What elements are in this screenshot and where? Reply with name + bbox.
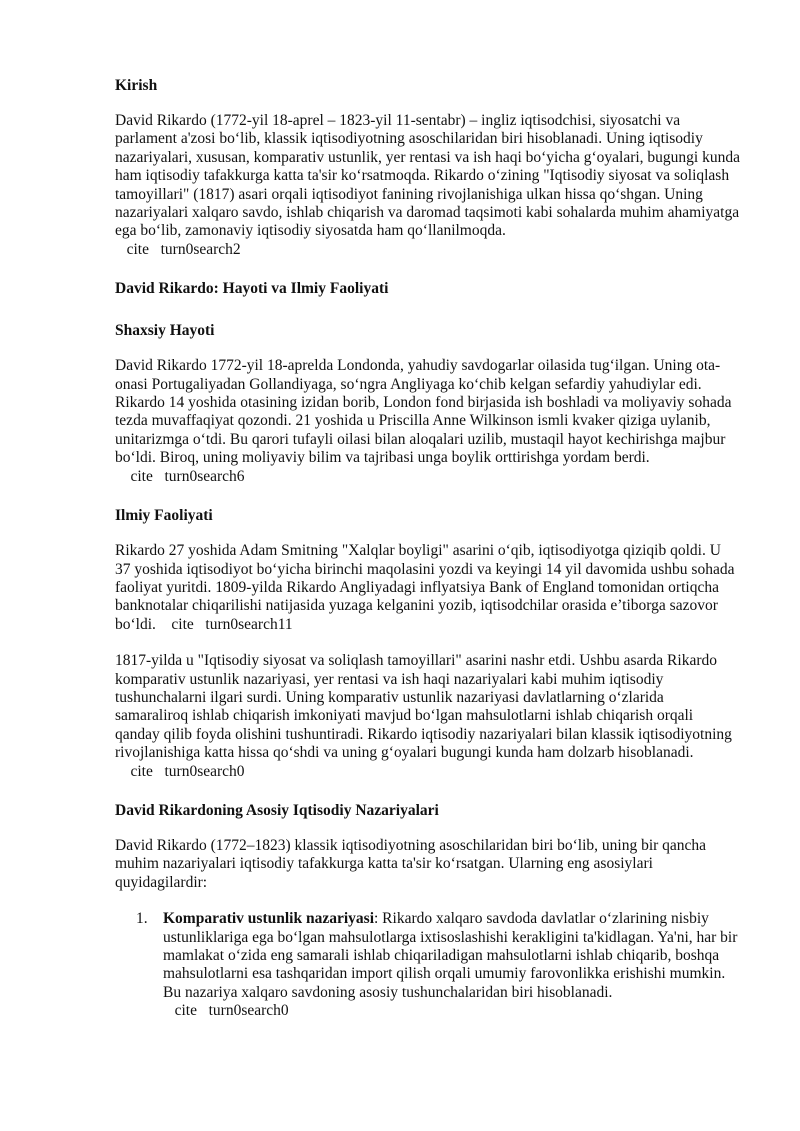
theories-intro-paragraph: David Rikardo (1772–1823) klassik iqtisodiyotning asoschilaridan biri bo‘lib, uning bir qancha muhim nazariyalari iqtisodiy tafakkurga katta ta'sir ko‘rsatgan. Ularning eng asosiylari quyidagilardir: [115, 836, 707, 891]
subsection-heading-personal-life: Shaxsiy Hayoti [115, 322, 215, 340]
section-heading-biography: David Rikardo: Hayoti va Ilmiy Faoliyati [115, 280, 389, 298]
citation-marker: cite turn0search11 [155, 615, 293, 633]
list-item [136, 910, 740, 1020]
citation-marker: cite turn0search6 [115, 467, 245, 485]
intro-text: David Rikardo (1772-yil 18-aprel – 1823-yil 11-sentabr) – ingliz iqtisodchisi, siyosatchi va parlament a'zosi bo‘lib, klassik iqtisodiyotning asoschilaridan biri hisoblanadi. Uning iqtisodiy nazariyalari, xususan, komparativ ustunlik, yer rentasi va ish haqi bo‘yicha g‘oyalari, bugungi kunda ham iqtisodiy tafakkurga katta ta'sir ko‘rsatmoqda. Rikardo o‘zining "Iqtisodiy siyosat va soliqlash tamoyillari" (1817) asari orqali iqtisodiyot fanining rivojlanishiga ulkan hissa qo‘shgan. Uning nazariyalari xalqaro savdo, ishlab chiqarish va daromad taqsimoti kabi sohalarda muhim ahamiyatga ega bo‘lib, zamonaviy iqtisodiy siyosatda ham qo‘llanilmoqda. [115, 112, 740, 240]
scientific-paragraph-2 [115, 652, 740, 781]
theories-list [115, 910, 740, 1020]
scientific-paragraph-1 [115, 542, 740, 634]
list-item-number: 1. [136, 910, 148, 928]
scientific-text-1: Rikardo 27 yoshida Adam Smitning "Xalqlar boyligi" asarini o‘qib, iqtisodiyotga qiziqib qoldi. U 37 yoshida iqtisodiyot bo‘yicha birinchi maqolasini yozdi va keyingi 14 yil davomida ushbu sohada faoliyat yuritdi. 1809-yilda Rikardo Angliyadagi inflyatsiya Bank of England tomonidan ortiqcha banknotalar chiqarilishi natijasida yuzaga kelganini yozib, iqtisodchilar orasida e’tiborga sazovor bo‘ldi. [115, 542, 735, 633]
citation-marker: cite turn0search2 [115, 240, 241, 258]
personal-life-text: David Rikardo 1772-yil 18-aprelda Londonda, yahudiy savdogarlar oilasida tug‘ilgan. Uning ota-onasi Portugaliyadan Gollandiyaga, so‘ngra Angliyaga ko‘chib kelgan sefardiy yahudiylar edi. Rikardo 14 yoshida otasining izidan borib, London fond birjasida ish boshladi va moliyaviy sohada tezda muvaffaqiyat qozondi. 21 yoshida u Priscilla Anne Wilkinson ismli kvaker qiziga uylanib, unitarizmga o‘tdi. Bu qarori tufayli oilasi bilan aloqalari uzilib, mustaqil hayot kechirishga majbur bo‘ldi. Biroq, uning moliyaviy bilim va tajribasi unga boylik orttirishga yordam berdi. [115, 357, 732, 467]
list-item-term: Komparativ ustunlik nazariyasi [163, 910, 374, 928]
intro-paragraph [115, 112, 740, 259]
section-heading-kirish: Kirish [115, 77, 158, 94]
scientific-text-2: 1817-yilda u "Iqtisodiy siyosat va soliqlash tamoyillari" asarini nashr etdi. Ushbu asarda Rikardo komparativ ustunlik nazariyasi, yer rentasi va ish haqi nazariyalari kabi muhim iqtisodiy tushunchalarni ilgari surdi. Uning komparativ ustunlik nazariyasi davlatlarning o‘zlarida samaraliroq ishlab chiqarish imkoniyati mavjud bo‘lgan mahsulotlarni ishlab chiqarish orqali qanday qilib foyda olishini tushuntiradi. Rikardo iqtisodiy nazariyalari bilan klassik iqtisodiyotning rivojlanishiga katta hissa qo‘shdi va uning g‘oyalari bugungi kunda ham dolzarb hisoblanadi. [115, 652, 732, 762]
section-heading-theories: David Rikardoning Asosiy Iqtisodiy Nazariyalari [115, 801, 439, 819]
list-item-text: : Rikardo xalqaro savdoda davlatlar o‘zlarining nisbiy ustunliklariga ega bo‘lgan mahsulotlarga ixtisoslashishi kerakligini ta'kidlagan. Ya'ni, har bir mamlakat o‘zida eng samarali ishlab chiqariladigan mahsulotlarni ishlab chiqarib, boshqa mahsulotlarni esa tashqaridan import qilish orqali umumiy farovonlikka erishishi mumkin. Bu nazariya xalqaro savdoning asosiy tushunchalaridan biri hisoblanadi. [163, 910, 738, 1001]
citation-marker: cite turn0search0 [163, 1002, 289, 1020]
citation-marker: cite turn0search0 [115, 762, 245, 780]
personal-life-paragraph [115, 357, 740, 486]
subsection-heading-scientific-activity: Ilmiy Faoliyati [115, 507, 213, 525]
